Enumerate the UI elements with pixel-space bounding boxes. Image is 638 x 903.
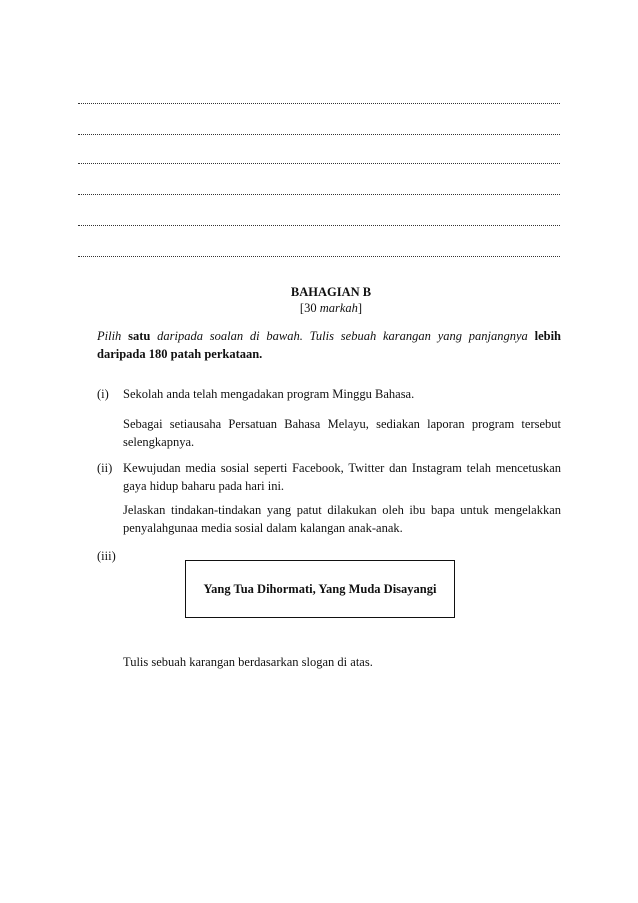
section-title: BAHAGIAN B <box>290 285 372 299</box>
marks-word: markah <box>319 301 358 315</box>
instructions-bold-1: satu <box>128 329 151 343</box>
answer-line <box>78 256 560 257</box>
instructions-bold-2: lebih daripada 180 patah perkataan. <box>97 329 562 361</box>
question-text: Tulis sebuah karangan berdasarkan slogan di atas. <box>123 655 373 669</box>
answer-line <box>78 225 560 226</box>
marks-prefix: [30 <box>299 301 320 315</box>
instructions <box>97 327 561 363</box>
answer-line <box>78 163 560 164</box>
instructions-text-2: daripada soalan di bawah. Tulis sebuah karangan yang panjangnya <box>150 329 535 343</box>
question-text: Sekolah anda telah mengadakan program Minggu Bahasa. <box>123 387 415 401</box>
marks-suffix: ] <box>357 301 363 315</box>
question-number: (ii) <box>97 461 113 475</box>
question-text: Kewujudan media sosial seperti Facebook, Twitter dan Instagram telah mencetuskan gaya hidup baharu pada hari ini. <box>123 461 561 493</box>
answer-line <box>78 134 560 135</box>
answer-line <box>78 103 560 104</box>
slogan-text: Yang Tua Dihormati, Yang Muda Disayangi <box>203 581 437 596</box>
question-text: Sebagai setiausaha Persatuan Bahasa Melayu, sediakan laporan program tersebut selengkapnya. <box>123 417 561 449</box>
slogan-box <box>185 560 455 618</box>
question-number: (iii) <box>97 549 116 563</box>
section-marks <box>0 301 638 316</box>
instructions-text-1: Pilih <box>97 329 129 343</box>
question-text: Jelaskan tindakan-tindakan yang patut dilakukan oleh ibu bapa untuk mengelakkan penyalahgunaa media sosial dalam kalangan anak-anak. <box>123 503 561 535</box>
question-number: (i) <box>97 387 109 401</box>
answer-line <box>78 194 560 195</box>
